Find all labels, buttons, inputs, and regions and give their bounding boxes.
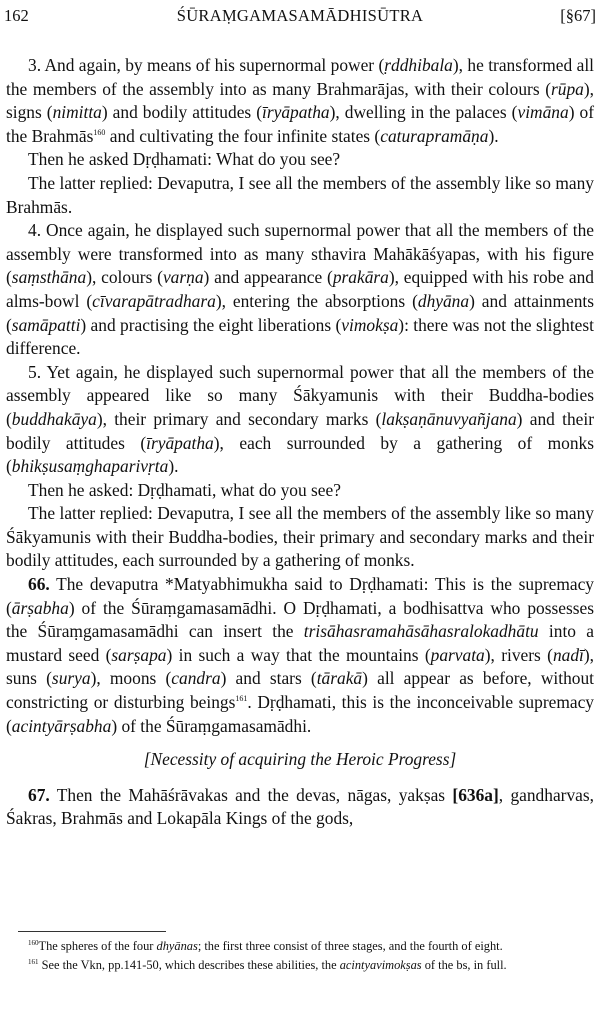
- paragraph-67: 67. Then the Mahāśrāvakas and the devas, nāgas, yakṣas [636a], gandharvas, Śakras, Brahmās and Lokapāla Kings of the gods,: [6, 784, 594, 829]
- paragraph-66: 66. The devaputra *Matyabhimukha said to Dṛḍhamati: This is the supremacy (ārṣabha) of the Śūraṃgamasamādhi. O Dṛḍhamati, a bodhisattva who possesses the Śūraṃgamasamādhi can insert the trisāhasramahāsāhasralokadhātu into a mustard seed (sarṣapa) in such a way that the mountains (parvata), rivers (nadī), suns (surya), moons (candra) and stars (tārakā) all appear as before, without constricting or disturbing beings$^{161}$. Dṛḍhamati, this is the inconceivable supremacy (acintyārṣabha) of the Śūraṃgamasamādhi.: [6, 574, 594, 736]
- footnotes: [6, 938, 592, 976]
- paragraph-3: 3. And again, by means of his supernormal power (ṛddhibala), he transformed all the members of the assembly into as many Brahmarājas, with their colours (rūpa), signs (nimitta) and bodily attitudes (īryāpatha), dwelling in the palaces (vimāna) of the Brahmās$^{160}$ and cultivating the four infinite states (caturapramāṇa).: [6, 55, 594, 146]
- paragraph-reply-2: The latter replied: Devaputra, I see all the members of the assembly like so many Śākyamunis with their Buddha-bodies, their primary and secondary marks and their bodily attitudes, each surrounded by a gathering of monks.: [6, 503, 594, 571]
- running-title: ŚŪRAṂGAMASAMĀDHISŪTRA: [176, 6, 424, 25]
- main-text: [6, 54, 594, 831]
- paragraph-question-1: Then he asked Dṛḍhamati: What do you see?: [28, 149, 341, 170]
- section-marker: [§67]: [560, 6, 596, 25]
- footnote-ref-161[interactable]: 161: [235, 694, 248, 704]
- section-heading: [Necessity of acquiring the Heroic Progress]: [143, 749, 457, 770]
- footnote-ref-160[interactable]: 160: [93, 127, 106, 137]
- paragraph-4: 4. Once again, he displayed such supernormal power that all the members of the assembly were transformed into as many sthavira Mahākāśyapas, with his figure (saṃsthāna), colours (varṇa) and appearance (prakāra), equipped with his robe and alms-bowl (cīvarapātradhara), entering the absorptions (dhyāna) and attainments (samāpatti) and practising the eight liberations (vimokṣa): there was not the slightest difference.: [6, 220, 595, 359]
- footnote-161: $^{161}$ See the Vkn, pp.141-50, which describes these abilities, the acintyavimokṣas of the bs, in full.: [28, 957, 507, 972]
- paragraph-question-2: Then he asked: Dṛḍhamati, what do you see?: [28, 479, 341, 500]
- page-number: 162: [4, 6, 29, 25]
- paragraph-5: 5. Yet again, he displayed such supernormal power that all the members of the assembly appeared like so many Śākyamunis with their Buddha-bodies (buddhakāya), their primary and secondary marks (lakṣaṇānuvyañjana) and their bodily attitudes (īryāpatha), each surrounded by a gathering of monks (bhikṣusaṃghaparivṛta).: [6, 361, 594, 477]
- footnote-160: $^{160}$The spheres of the four dhyānas; the first three consist of three stages, and the fourth of eight.: [28, 939, 503, 953]
- paragraph-reply-1: The latter replied: Devaputra, I see all the members of the assembly like so many Brahmās.: [6, 172, 594, 217]
- footnote-rule: [18, 931, 166, 932]
- running-header: [4, 4, 596, 30]
